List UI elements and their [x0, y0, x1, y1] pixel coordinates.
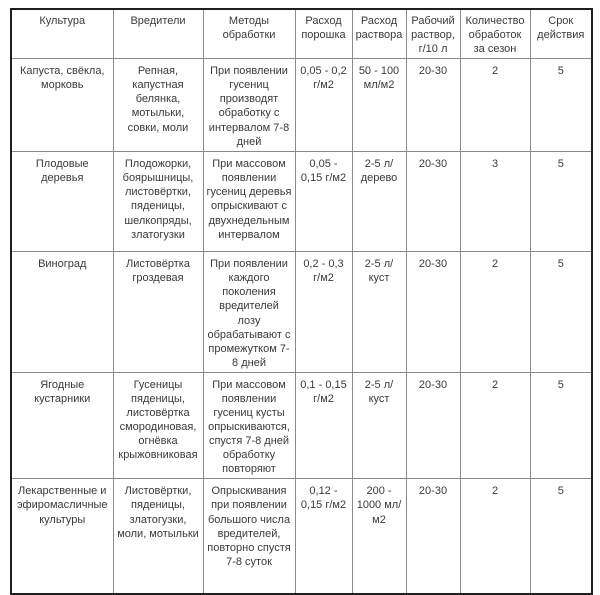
cell-pests: Репная, капустная белянка, мотыльки, совки, моли: [113, 59, 203, 152]
cell-powder: 0,1 - 0,15 г/м2: [295, 372, 352, 479]
cell-duration: 5: [530, 372, 592, 479]
cell-method: При массовом появлении гусениц деревья опрыскивают с двухнедельным интервалом: [203, 152, 295, 252]
cell-solution: 2-5 л/дерево: [352, 152, 406, 252]
cell-treatments-per-season: 2: [460, 479, 530, 594]
cell-culture: Капуста, свёкла, морковь: [11, 59, 113, 152]
table-row: [11, 59, 592, 152]
cell-powder: 0,05 - 0,2 г/м2: [295, 59, 352, 152]
column-header-powder: Расход порошка: [295, 9, 352, 59]
cell-method: Опрыскивания при появлении большого числа вредителей, повторно спустя 7-8 суток: [203, 479, 295, 594]
table-row: [11, 152, 592, 252]
table-row: [11, 252, 592, 373]
cell-treatments-per-season: 2: [460, 59, 530, 152]
cell-culture: Виноград: [11, 252, 113, 373]
cell-powder: 0,05 - 0,15 г/м2: [295, 152, 352, 252]
cell-culture: Лекарственные и эфиромасличные культуры: [11, 479, 113, 594]
cell-solution: 2-5 л/куст: [352, 372, 406, 479]
table-header-row: [11, 9, 592, 59]
cell-powder: 0,12 - 0,15 г/м2: [295, 479, 352, 594]
cell-treatments-per-season: 2: [460, 372, 530, 479]
cell-working-solution: 20-30: [406, 152, 460, 252]
column-header-method: Методы обработки: [203, 9, 295, 59]
cell-treatments-per-season: 3: [460, 152, 530, 252]
table-row: [11, 372, 592, 479]
cell-duration: 5: [530, 479, 592, 594]
cell-pests: Гусеницы пяденицы, листовёртка смородиновая, огнёвка крыжовниковая: [113, 372, 203, 479]
column-header-treatments-per-season: Количество обработок за сезон: [460, 9, 530, 59]
cell-duration: 5: [530, 252, 592, 373]
cell-pests: Плодожорки, боярышницы, листовёртки, пяденицы, шелкопряды, златогузки: [113, 152, 203, 252]
cell-method: При появлении гусениц производят обработку с интервалом 7-8 дней: [203, 59, 295, 152]
pesticide-application-table: [10, 8, 593, 595]
cell-culture: Ягодные кустарники: [11, 372, 113, 479]
table-row: [11, 479, 592, 594]
column-header-working-solution: Рабочий раствор, г/10 л: [406, 9, 460, 59]
cell-powder: 0,2 - 0,3 г/м2: [295, 252, 352, 373]
cell-working-solution: 20-30: [406, 372, 460, 479]
cell-solution: 200 - 1000 мл/м2: [352, 479, 406, 594]
column-header-pests: Вредители: [113, 9, 203, 59]
cell-method: При появлении каждого поколения вредителей лозу обрабатывают с промежутком 7-8 дней: [203, 252, 295, 373]
cell-pests: Листовёртки, пяденицы, златогузки, моли, мотыльки: [113, 479, 203, 594]
column-header-culture: Культура: [11, 9, 113, 59]
column-header-duration: Срок действия: [530, 9, 592, 59]
cell-treatments-per-season: 2: [460, 252, 530, 373]
cell-working-solution: 20-30: [406, 59, 460, 152]
cell-working-solution: 20-30: [406, 479, 460, 594]
cell-solution: 50 - 100 мл/м2: [352, 59, 406, 152]
column-header-solution: Расход раствора: [352, 9, 406, 59]
cell-culture: Плодовые деревья: [11, 152, 113, 252]
cell-method: При массовом появлении гусениц кусты опрыскиваются, спустя 7-8 дней обработку повторяют: [203, 372, 295, 479]
cell-working-solution: 20-30: [406, 252, 460, 373]
cell-pests: Листовёртка гроздевая: [113, 252, 203, 373]
cell-duration: 5: [530, 59, 592, 152]
cell-duration: 5: [530, 152, 592, 252]
cell-solution: 2-5 л/куст: [352, 252, 406, 373]
